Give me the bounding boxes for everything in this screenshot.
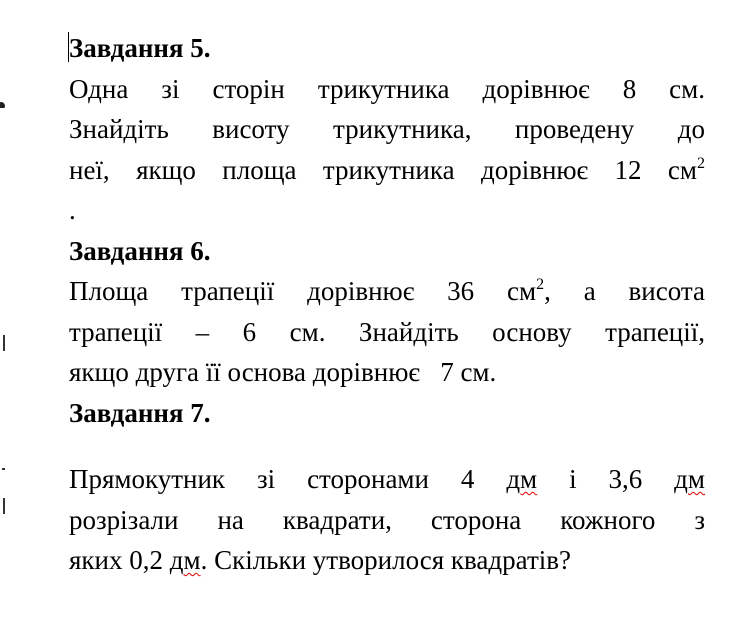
left-margin-fragment [0, 92, 6, 108]
spellcheck-word[interactable]: дм [674, 464, 705, 494]
paragraph-line: якщо друга її основа дорівнює 7 см. [69, 357, 497, 387]
task-heading: Завдання 6. [69, 235, 211, 266]
paragraph-line [69, 459, 705, 500]
task-5 [69, 28, 705, 231]
paragraph-line: Знайдіть висоту трикутника, проведену до [69, 114, 705, 144]
task-heading: Завдання 5. [69, 33, 211, 63]
text-run: і 3,6 [537, 464, 675, 494]
left-margin-fragment [0, 462, 6, 484]
spellcheck-word[interactable]: дм [506, 464, 538, 494]
task-7 [69, 393, 705, 581]
task-heading: Завдання 7. [69, 397, 211, 428]
document-page[interactable] [69, 28, 705, 581]
paragraph-line [69, 271, 705, 312]
superscript: 2 [536, 276, 545, 293]
left-margin-fragment [0, 333, 6, 355]
task-6 [69, 231, 705, 393]
text-run: яких 0,2 [69, 545, 170, 575]
superscript: 2 [697, 154, 705, 172]
text-run: Площа трапеції дорівнює 36 см [69, 276, 537, 306]
text-run: Прямокутник зі сторонами 4 [69, 464, 507, 494]
paragraph-line: розрізали на квадрати, сторона кожного з [69, 504, 705, 535]
paragraph-line: . [69, 195, 76, 225]
paragraph-line: Одна зі сторін трикутника дорівнює 8 см. [69, 73, 705, 104]
text-run: . Скільки утворилося квадратів? [200, 545, 571, 575]
paragraph-line [69, 540, 705, 581]
paragraph-line [69, 150, 705, 191]
left-margin-fragment [0, 496, 6, 518]
text-run: неї, якщо площа трикутника дорівнює 12 см [69, 154, 697, 185]
paragraph-line: трапеції – 6 см. Знайдіть основу трапеції, [69, 316, 705, 347]
text-run: , а висота [544, 276, 705, 306]
spellcheck-word[interactable]: дм [169, 545, 201, 575]
